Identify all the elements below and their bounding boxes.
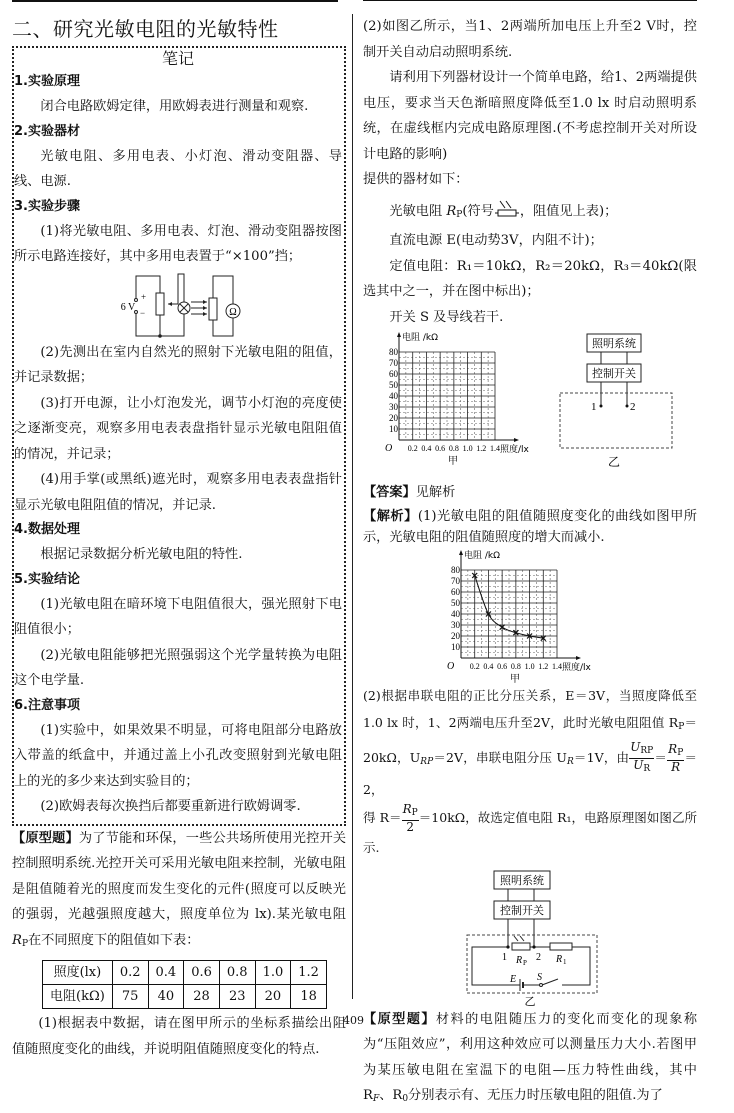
experiment-circuit-diagram xyxy=(88,270,268,340)
origin-label: O xyxy=(385,443,393,454)
material-item: 开关 S 及导线若干. xyxy=(389,309,504,325)
svg-text:1: 1 xyxy=(563,957,567,966)
problem-2-text: 【原型题】材料的电阻随压力的变化而变化的现象称为“压阻效应”，利用这种效应可以测量压力大小.若图甲为某压敏电阻在室温下的电阻—压力特性曲线，其中 $R_F$、$R_0$分别表示有、无压力时压敏电阻的阻值.为了 xyxy=(363,1011,698,1104)
y-tick-label: 80 xyxy=(389,347,398,357)
svg-text:−: − xyxy=(140,307,146,318)
top-rule-right xyxy=(363,0,697,1)
y-tick-label: 10 xyxy=(451,641,460,652)
section-title: 2.实验器材 xyxy=(14,123,80,139)
question-2: (2)如图乙所示，当1、2两端所加电压上升至2 V时，控制开关自动启动照明系统. xyxy=(363,19,697,60)
figure-yi-blank xyxy=(555,330,685,480)
figure-yi-answer xyxy=(450,867,610,1007)
figure-label: 乙 xyxy=(607,455,621,469)
material-item: 定值电阻：R₁＝10kΩ，R₂＝20kΩ，R₃＝40kΩ(限选其中之一，并在图中标出)； xyxy=(363,258,697,299)
resistance-table xyxy=(42,960,327,1009)
y-tick-label: 10 xyxy=(389,424,398,434)
y-tick-label: 80 xyxy=(451,564,460,575)
section-heading: 二、研究光敏电阻的光敏特性 xyxy=(12,17,279,41)
paragraph: (1)将光敏电阻、多用电表、灯泡、滑动变阻器按图所示电路连接好，其中多用电表置于“×100”挡； xyxy=(14,223,342,264)
x-tick-label: 1.2 xyxy=(476,444,487,453)
y-tick-label: 20 xyxy=(451,630,460,641)
svg-text:R: R xyxy=(516,954,523,966)
analysis-2: (2)根据串联电阻的正比分压关系，E＝3V，当照度降低至1.0 lx 时，1、2两端电压升至2V，此时光敏电阻阻值 $R_P=20k\Omega$，$U_{RP}=2V$，串联电阻分压 $U_R=1V$，由 $\frac{U_{RP}}{U_R}$ ＝ $\frac{R_P}{R}$ ＝2， xyxy=(363,687,697,797)
y-tick-label: 60 xyxy=(389,369,398,379)
x-axis-label: 照度/lx xyxy=(500,445,529,455)
figure-label: 甲 xyxy=(510,673,520,685)
figure-row xyxy=(363,330,697,480)
svg-text:P: P xyxy=(523,958,527,967)
dashed-design-box xyxy=(560,393,672,448)
y-tick-label: 60 xyxy=(451,586,460,597)
y-tick-label: 70 xyxy=(389,358,398,368)
svg-text:照明系统: 照明系统 xyxy=(592,337,636,350)
source-label: 6 V xyxy=(120,301,136,313)
chart-jia-answer xyxy=(433,548,623,685)
x-tick-label: 0.8 xyxy=(448,444,459,453)
top-rule xyxy=(12,0,338,2)
section-title: 1.实验原理 xyxy=(14,74,80,89)
x-axis-arrow xyxy=(576,656,581,660)
x-tick-label: 1.4 xyxy=(552,661,562,671)
origin-label: O xyxy=(447,660,455,672)
analysis-1: 【解析】(1)光敏电阻的阻值随照度变化的曲线如图甲所示，光敏电阻的阻值随照度的增大而减小. xyxy=(363,508,697,545)
ohmmeter-icon: Ω xyxy=(229,306,237,318)
paragraph: (2)欧姆表每次换挡后都要重新进行欧姆调零. xyxy=(40,799,301,814)
x-tick-label: 0.2 xyxy=(407,444,418,453)
answer: 【答案】见解析 xyxy=(363,485,456,500)
material-item: 光敏电阻 $R_P$(符号 ，阻值见上表)； xyxy=(363,199,697,229)
x-tick-label: 0.8 xyxy=(510,661,521,671)
figure-label: 甲 xyxy=(448,456,458,467)
photoresistor-symbol-icon xyxy=(494,201,520,217)
section-title: 4.数据处理 xyxy=(14,522,80,537)
y-axis-label: 电阻 /kΩ xyxy=(464,550,500,561)
paragraph: (4)用手掌(或黑纸)遮光时，观察多用电表表盘指针显示光敏电阻阻值的情况，并记录. xyxy=(14,472,342,513)
x-tick-label: 0.2 xyxy=(469,661,480,671)
x-tick-label: 1.0 xyxy=(462,444,473,453)
y-tick-label: 50 xyxy=(389,380,398,390)
x-tick-label: 0.4 xyxy=(483,661,494,671)
resistor-r1 xyxy=(550,943,572,950)
x-tick-label: 1.2 xyxy=(538,661,549,671)
question-2-task: 请利用下列器材设计一个简单电路，给1、2两端提供电压，要求当天色渐暗照度降低至1.0 lx 时启动照明系统，在虚线框内完成电路原理图.(不考虑控制开关对所设计电路的影响) xyxy=(363,70,697,162)
paragraph: (2)光敏电阻能够把光照强弱这个光学量转换为电阻这个电学量. xyxy=(14,647,342,688)
y-tick-label: 40 xyxy=(389,391,398,401)
y-tick-label: 30 xyxy=(389,402,398,412)
photoresistor-rp xyxy=(512,943,530,950)
x-tick-label: 0.6 xyxy=(497,661,508,671)
x-tick-label: 0.6 xyxy=(435,444,446,453)
paragraph: (3)打开电源，让小灯泡发光，调节小灯泡的亮度使之逐渐变亮，观察多用电表表盘指针显示光敏电阻阻值的情况，并记录； xyxy=(14,395,342,462)
y-axis-arrow xyxy=(397,332,401,337)
svg-text:照明系统: 照明系统 xyxy=(500,873,544,887)
y-tick-label: 50 xyxy=(451,597,460,608)
svg-text:2: 2 xyxy=(630,401,636,413)
section-title: 3.实验步骤 xyxy=(14,198,80,214)
y-tick-label: 20 xyxy=(389,413,398,423)
question-1: (1)根据表中数据，请在图甲所示的坐标系描绘出阻值随照度变化的曲线，并说明阻值随照度变化的特点. xyxy=(12,1016,346,1057)
svg-text:控制开关: 控制开关 xyxy=(592,367,636,380)
x-tick-label: 0.4 xyxy=(421,444,432,453)
x-tick-label: 1.0 xyxy=(524,661,535,671)
material-item: 直流电源 E(电动势3V，内阻不计)； xyxy=(389,233,603,248)
left-column xyxy=(12,14,346,1062)
paragraph: 闭合电路欧姆定律，用欧姆表进行测量和观察. xyxy=(40,99,309,114)
section-title: 5.实验结论 xyxy=(14,571,80,587)
analysis-3: 得 R＝ $\frac{R_P}{2}$ ＝10kΩ，故选定值电阻 R₁，电路原理图如图乙所示. xyxy=(363,801,697,855)
y-tick-label: 30 xyxy=(451,619,460,630)
y-axis-arrow xyxy=(459,550,463,555)
y-tick-label: 70 xyxy=(451,575,460,586)
svg-text:E: E xyxy=(510,973,517,985)
x-axis-label: 照度/lx xyxy=(562,662,591,673)
paragraph: (1)实验中，如果效果不明显，可将电阻部分电路放入带盖的纸盒中，并通过盖上小孔改变照射到光敏电阻上的光的多少来达到实验目的； xyxy=(14,722,342,789)
table-row: 电阻(kΩ) 75 40 28 23 20 18 xyxy=(43,985,327,1009)
column-divider xyxy=(352,14,353,999)
svg-text:1: 1 xyxy=(591,401,597,413)
problem-tag: 【原型题】 xyxy=(12,830,79,846)
paragraph: 根据记录数据分析光敏电阻的特性. xyxy=(40,547,243,562)
paragraph: (1)光敏电阻在暗环境下电阻值很大，强光照射下电阻值很小； xyxy=(14,596,342,637)
x-axis-arrow xyxy=(514,438,519,442)
notes-box xyxy=(12,46,346,826)
svg-text:1: 1 xyxy=(502,951,507,963)
x-tick-label: 1.4 xyxy=(490,444,500,453)
y-axis-label: 电阻 /kΩ xyxy=(402,333,438,343)
problem-text: 【原型题】为了节能和环保，一些公共场所使用光控开关控制照明系统.光控开关可采用光敏电阻来控制，光敏电阻是阻值随着光的照度而发生变化的元件(照度可以反映光的强弱，光越强照度越大，照度单位为 lx).某光敏电阻 $R_P$在不同照度下的阻值如下表： xyxy=(12,830,347,949)
row-header: 电阻(kΩ) xyxy=(43,985,113,1009)
svg-text:S: S xyxy=(537,971,542,983)
row-header: 照度(lx) xyxy=(43,961,113,985)
svg-text:2: 2 xyxy=(536,951,541,963)
table-row: 照度(lx) 0.2 0.4 0.6 0.8 1.0 1.2 xyxy=(43,961,327,985)
section-title: 6.注意事项 xyxy=(14,697,80,713)
paragraph: (2)先测出在室内自然光的照射下光敏电阻的阻值，并记录数据； xyxy=(14,344,342,385)
notes-title: 笔记 xyxy=(161,49,194,68)
y-tick-label: 40 xyxy=(451,608,460,619)
svg-text:+: + xyxy=(141,291,147,302)
paragraph: 光敏电阻、多用电表、小灯泡、滑动变阻器、导线、电源. xyxy=(14,148,342,189)
svg-text:R: R xyxy=(556,953,563,965)
svg-text:乙: 乙 xyxy=(524,994,536,1008)
right-column xyxy=(363,14,697,1113)
chart-jia-blank xyxy=(371,330,561,480)
page-number: 409 xyxy=(343,1014,364,1027)
materials-intro: 提供的器材如下： xyxy=(363,172,469,187)
svg-text:控制开关: 控制开关 xyxy=(500,903,544,917)
